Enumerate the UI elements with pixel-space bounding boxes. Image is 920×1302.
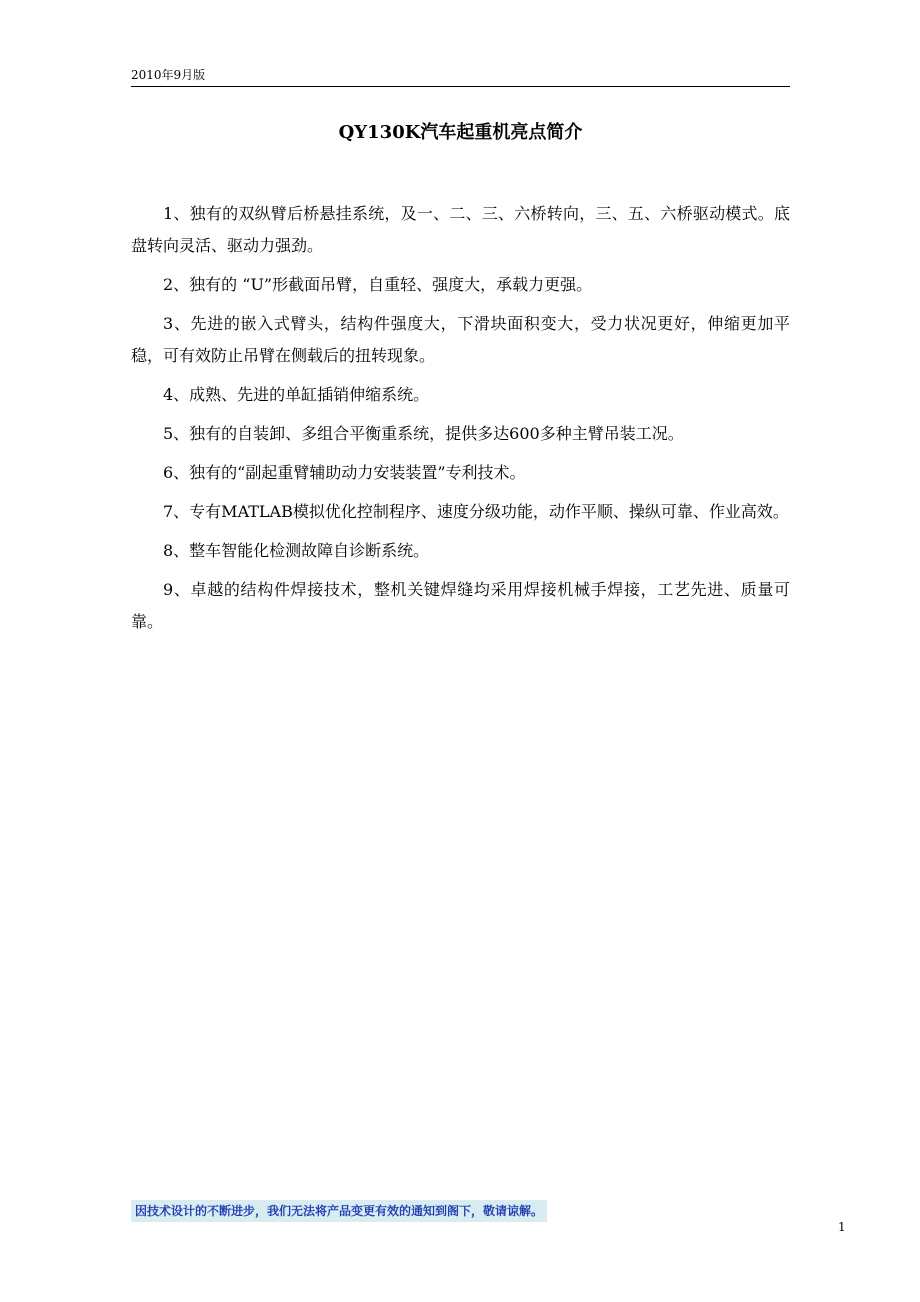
paragraph-1: 1、独有的双纵臂后桥悬挂系统，及一、二、三、六桥转向，三、五、六桥驱动模式。底盘转向灵活、驱动力强劲。 [131, 204, 790, 255]
paragraph-8: 8、整车智能化检测故障自诊断系统。 [163, 541, 430, 560]
footer-notice: 因技术设计的不断进步，我们无法将产品变更有效的通知到阁下，敬请谅解。 [131, 1200, 547, 1222]
page-number: 1 [838, 1220, 846, 1234]
paragraph-2: 2、独有的 “U”形截面吊臂，自重轻、强度大，承载力更强。 [163, 275, 593, 294]
document-title: QY130K汽车起重机亮点简介 [338, 122, 583, 143]
paragraph-6: 6、独有的“副起重臂辅助动力安装装置”专利技术。 [163, 463, 526, 482]
paragraph-5: 5、独有的自装卸、多组合平衡重系统，提供多达600多种主臂吊装工况。 [163, 424, 684, 443]
paragraph-9: 9、卓越的结构件焊接技术，整机关键焊缝均采用焊接机械手焊接，工艺先进、质量可靠。 [131, 580, 790, 631]
paragraph-7: 7、专有MATLAB模拟优化控制程序、速度分级功能，动作平顺、操纵可靠、作业高效。 [163, 502, 789, 521]
paragraph-4: 4、成熟、先进的单缸插销伸缩系统。 [163, 385, 430, 404]
edition-label: 2010年9月版 [131, 68, 206, 82]
document-body [131, 198, 790, 645]
paragraph-3: 3、先进的嵌入式臂头，结构件强度大，下滑块面积变大，受力状况更好，伸缩更加平稳，可有效防止吊臂在侧载后的扭转现象。 [131, 314, 790, 365]
page-header [131, 66, 790, 87]
